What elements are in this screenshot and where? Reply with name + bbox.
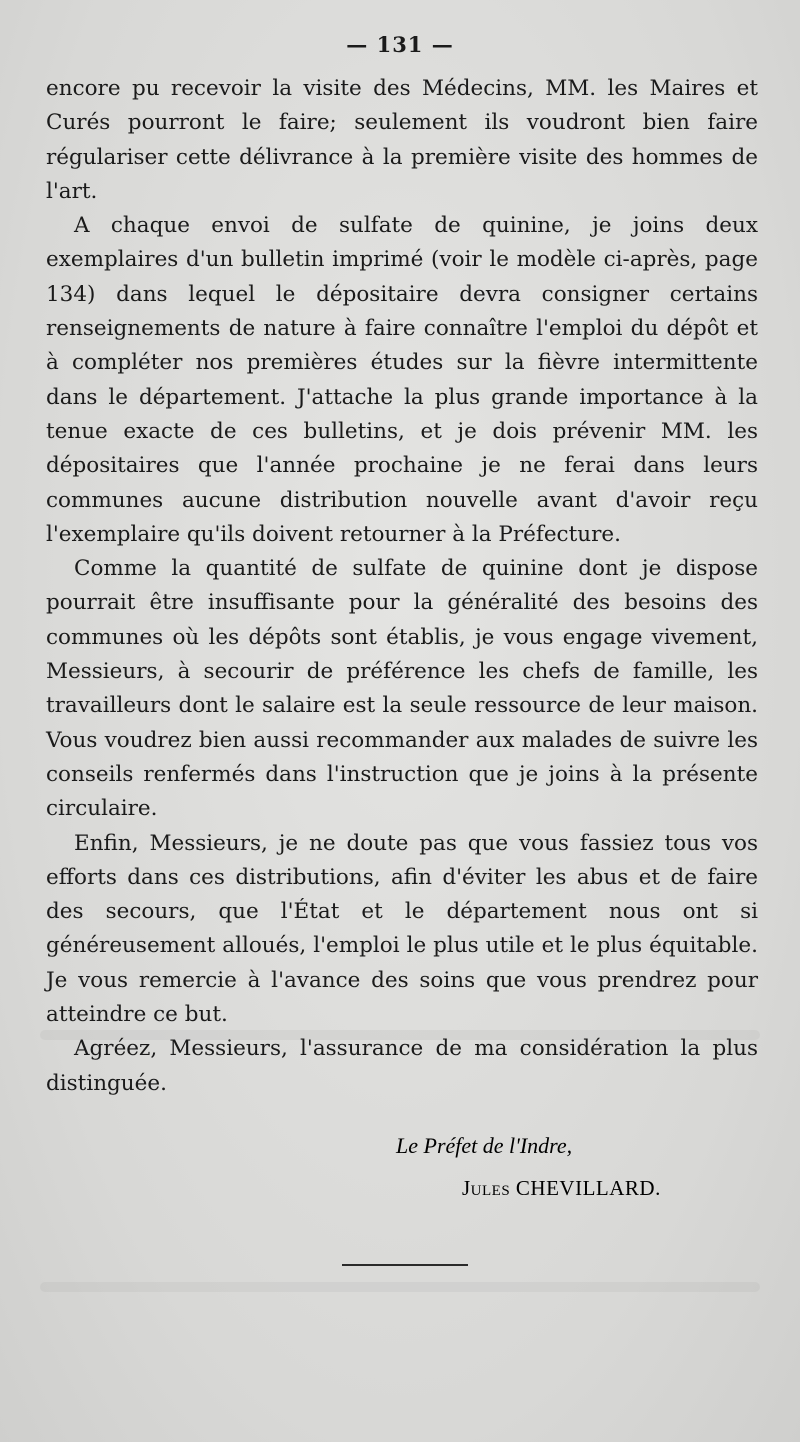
paragraph-distribution: Comme la quantité de sulfate de quinine dont je dispose pourrait être insuffisante pour la généralité des besoins des communes où les dépôts sont établis, je vous engage vivement, Messieurs, à secourir de préférence les chefs de famille, les travailleurs dont le salaire est la seule ressource de leur maison. Vous voudrez bien aussi recommander aux malades de suivre les conseils renfermés dans l'instruction que je joins à la présente circulaire. xyxy=(46,556,758,822)
paragraph-efforts: Enfin, Messieurs, je ne doute pas que vous fassiez tous vos efforts dans ces distributions, afin d'éviter les abus et de faire des secours, que l'État et le département nous ont si généreusement alloués, l'emploi le plus utile et le plus équitable. Je vous remercie à l'avance des soins que vous prendrez pour atteindre ce but. xyxy=(46,830,758,1028)
paragraph-continuation: encore pu recevoir la visite des Médecins, MM. les Maires et Curés pourront le faire; seulement ils voudront bien faire régulariser cette délivrance à la première visite des hommes de l'art. xyxy=(46,76,758,204)
closing-rule xyxy=(342,1264,468,1266)
paragraph-bulletin: A chaque envoi de sulfate de quinine, je joins deux exemplaires d'un bulletin imprimé (voir le modèle ci-après, page 134) dans lequel le dépositaire devra consigner certains renseignements de nature à faire connaître l'emploi du dépôt et à compléter nos premières études sur la fièvre intermittente dans le département. J'attache la plus grande importance à la tenue exacte de ces bulletins, et je dois prévenir MM. les dépositaires que l'année prochaine je ne ferai dans leurs communes aucune distribution nouvelle avant d'avoir reçu l'exemplaire qu'ils doivent retourner à la Préfecture. xyxy=(46,213,758,547)
paragraph-closing: Agréez, Messieurs, l'assurance de ma considération la plus distinguée. xyxy=(46,1036,758,1096)
signature-name: Jules CHEVILLARD. xyxy=(462,1176,661,1200)
signature-title: Le Préfet de l'Indre, xyxy=(396,1133,573,1158)
page-number: — 131 — xyxy=(346,32,454,57)
body-text xyxy=(46,72,758,1101)
show-through-shadow xyxy=(40,1282,760,1292)
